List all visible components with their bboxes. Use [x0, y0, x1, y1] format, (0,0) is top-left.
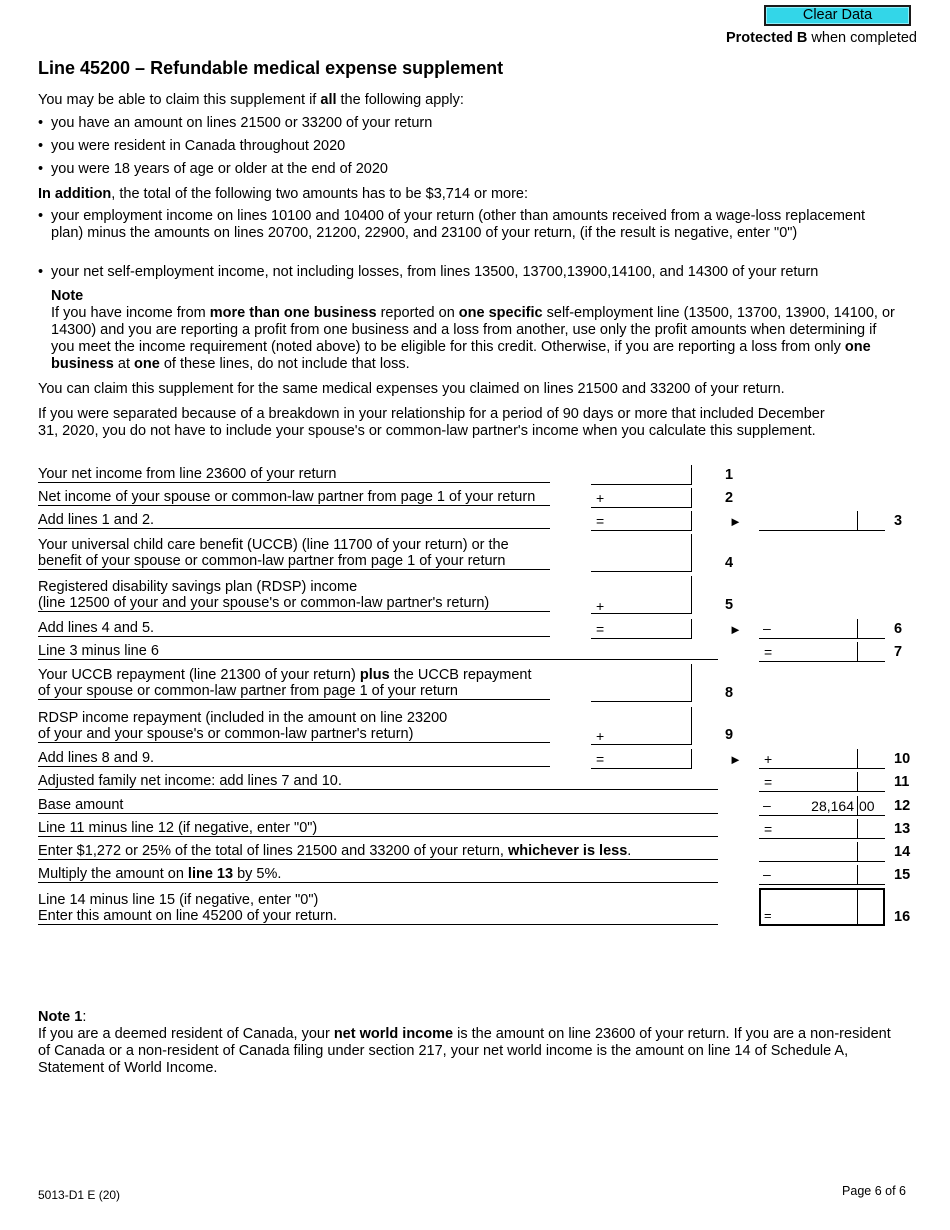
- line-15-label: Multiply the amount on line 13 by 5%.: [38, 866, 718, 883]
- line-number-6: 6: [894, 621, 903, 637]
- line-10-label: Add lines 8 and 9.: [38, 750, 550, 767]
- line-number-2: 2: [725, 490, 734, 506]
- note-block: Note If you have income from more than one business reported on one specific self-employment line (13500, 13700, 13900, 14100, or 14300) and you are reporting a profit from one business and a loss from another, use only the profit amounts when determining if you meet the income requirement (noted above) to be eligible for this credit. Otherwise, if you are reporting a loss from only one business at one of these lines, do not include that loss.: [51, 288, 901, 373]
- line-8-label: Your UCCB repayment (line 21300 of your return) plus the UCCB repayment of your spouse or common-law partner from page 1 of your return: [38, 667, 550, 700]
- form-identifier: 5013-D1 E (20): [38, 1188, 121, 1202]
- line-number-3: 3: [894, 513, 903, 529]
- line-10-input[interactable]: [759, 749, 858, 769]
- line-number-8: 8: [725, 685, 734, 701]
- line-number-14: 14: [894, 844, 911, 860]
- line-11-input[interactable]: [759, 772, 858, 792]
- line-15-input[interactable]: [759, 865, 858, 885]
- clear-data-button[interactable]: Clear Data: [764, 5, 911, 26]
- line-1-label: Your net income from line 23600 of your return: [38, 466, 550, 483]
- page-title: Line 45200 – Refundable medical expense supplement: [38, 58, 504, 78]
- line-number-13: 13: [894, 821, 911, 837]
- line-9-input[interactable]: [591, 707, 692, 745]
- base-amount-field: [759, 796, 858, 816]
- equals-operator: =: [596, 751, 605, 767]
- line-12-label: Base amount: [38, 797, 718, 814]
- arrow-right-icon: ►: [729, 752, 742, 767]
- line-3-label: Add lines 1 and 2.: [38, 512, 550, 529]
- minus-operator: –: [763, 620, 771, 636]
- line-4-input[interactable]: [591, 534, 692, 572]
- line-2-input[interactable]: [591, 488, 692, 508]
- line-10-cents[interactable]: [857, 749, 885, 769]
- note-1-block: Note 1: If you are a deemed resident of Canada, your net world income is the amount on line 23600 of your return. If you are a non-resident of Canada or a non-resident of Canada filing under section 217, your net world income is the amount on line 14 of Schedule A, Statement of World Income.: [38, 1009, 891, 1076]
- equals-operator: =: [764, 908, 772, 923]
- line-14-cents[interactable]: [857, 842, 885, 862]
- line-number-7: 7: [894, 644, 903, 660]
- minus-operator: –: [763, 866, 771, 882]
- minus-operator: –: [763, 797, 771, 813]
- line-16-input[interactable]: [759, 888, 885, 926]
- line-14-label: Enter $1,272 or 25% of the total of lines 21500 and 33200 of your return, whichever is less.: [38, 843, 718, 860]
- line-8-input[interactable]: [591, 664, 692, 702]
- intro-paragraph: You may be able to claim this supplement if all the following apply:: [38, 92, 464, 108]
- line-number-12: 12: [894, 798, 911, 814]
- equals-operator: =: [596, 621, 605, 637]
- arrow-right-icon: ►: [729, 622, 742, 637]
- claim-paragraph: You can claim this supplement for the same medical expenses you claimed on lines 21500 and 33200 of your return.: [38, 381, 785, 397]
- protected-b-label: Protected B: [725, 30, 808, 46]
- note-1-heading: Note 1: [38, 1009, 83, 1025]
- line-11-label: Adjusted family net income: add lines 7 and 10.: [38, 773, 718, 790]
- base-amount-dollars: 28,164: [811, 798, 854, 814]
- line-1-input[interactable]: [591, 465, 692, 485]
- arrow-right-icon: ►: [729, 514, 742, 529]
- line-13-input[interactable]: [759, 819, 858, 839]
- line-number-4: 4: [725, 555, 734, 571]
- line-number-16: 16: [894, 909, 911, 925]
- in-addition-paragraph: In addition, the total of the following two amounts has to be $3,714 or more:: [38, 186, 529, 202]
- protected-when-label: when completed: [807, 30, 917, 46]
- line-number-9: 9: [725, 727, 734, 743]
- page-number: Page 6 of 6: [842, 1184, 906, 1198]
- line-5-label: Registered disability savings plan (RDSP) income (line 12500 of your and your spouse's or common-law partner's return): [38, 579, 550, 612]
- line-14-input[interactable]: [759, 842, 858, 862]
- line-7-input[interactable]: [759, 642, 858, 662]
- line-3-subtotal[interactable]: [591, 511, 692, 531]
- plus-operator: +: [764, 751, 773, 767]
- line-number-1: 1: [725, 467, 734, 483]
- separated-paragraph: If you were separated because of a breakdown in your relationship for a period of 90 days or more that included December 31, 2020, you do not have to include your spouse's or common-law partner's income when you calculate this supplement.: [38, 406, 825, 439]
- line-16-cents-divider: [857, 890, 858, 924]
- line-13-label: Line 11 minus line 12 (if negative, enter "0"): [38, 820, 718, 837]
- line-16-label: Line 14 minus line 15 (if negative, enter "0") Enter this amount on line 45200 of your return.: [38, 892, 718, 925]
- base-amount-cents: 00: [859, 798, 875, 814]
- line-number-15: 15: [894, 867, 911, 883]
- line-9-label: RDSP income repayment (included in the amount on line 23200 of your and your spouse's or common-law partner's return): [38, 710, 550, 743]
- line-number-10: 10: [894, 751, 911, 767]
- base-amount-cents-field: [857, 796, 885, 816]
- line-10-subtotal[interactable]: [591, 749, 692, 769]
- equals-operator: =: [764, 774, 773, 790]
- plus-operator: +: [596, 490, 605, 506]
- line-7-label: Line 3 minus line 6: [38, 643, 718, 660]
- line-6-label: Add lines 4 and 5.: [38, 620, 550, 637]
- line-6-cents[interactable]: [857, 619, 885, 639]
- line-6-subtotal[interactable]: [591, 619, 692, 639]
- note-heading: Note: [51, 288, 84, 304]
- line-7-cents[interactable]: [857, 642, 885, 662]
- plus-operator: +: [596, 728, 605, 744]
- equals-operator: =: [596, 513, 605, 529]
- equals-operator: =: [764, 644, 773, 660]
- line-6-input[interactable]: [759, 619, 858, 639]
- line-11-cents[interactable]: [857, 772, 885, 792]
- line-13-cents[interactable]: [857, 819, 885, 839]
- equals-operator: =: [764, 821, 773, 837]
- protected-status: [726, 30, 917, 46]
- line-5-input[interactable]: [591, 576, 692, 614]
- line-3-input[interactable]: [759, 511, 858, 531]
- line-number-5: 5: [725, 597, 734, 613]
- line-2-label: Net income of your spouse or common-law partner from page 1 of your return: [38, 489, 550, 506]
- plus-operator: +: [596, 598, 605, 614]
- line-4-label: Your universal child care benefit (UCCB) (line 11700 of your return) or the benefit of your spouse or common-law partner from page 1 of your return: [38, 537, 550, 570]
- line-15-cents[interactable]: [857, 865, 885, 885]
- line-3-cents[interactable]: [857, 511, 885, 531]
- line-number-11: 11: [894, 774, 910, 790]
